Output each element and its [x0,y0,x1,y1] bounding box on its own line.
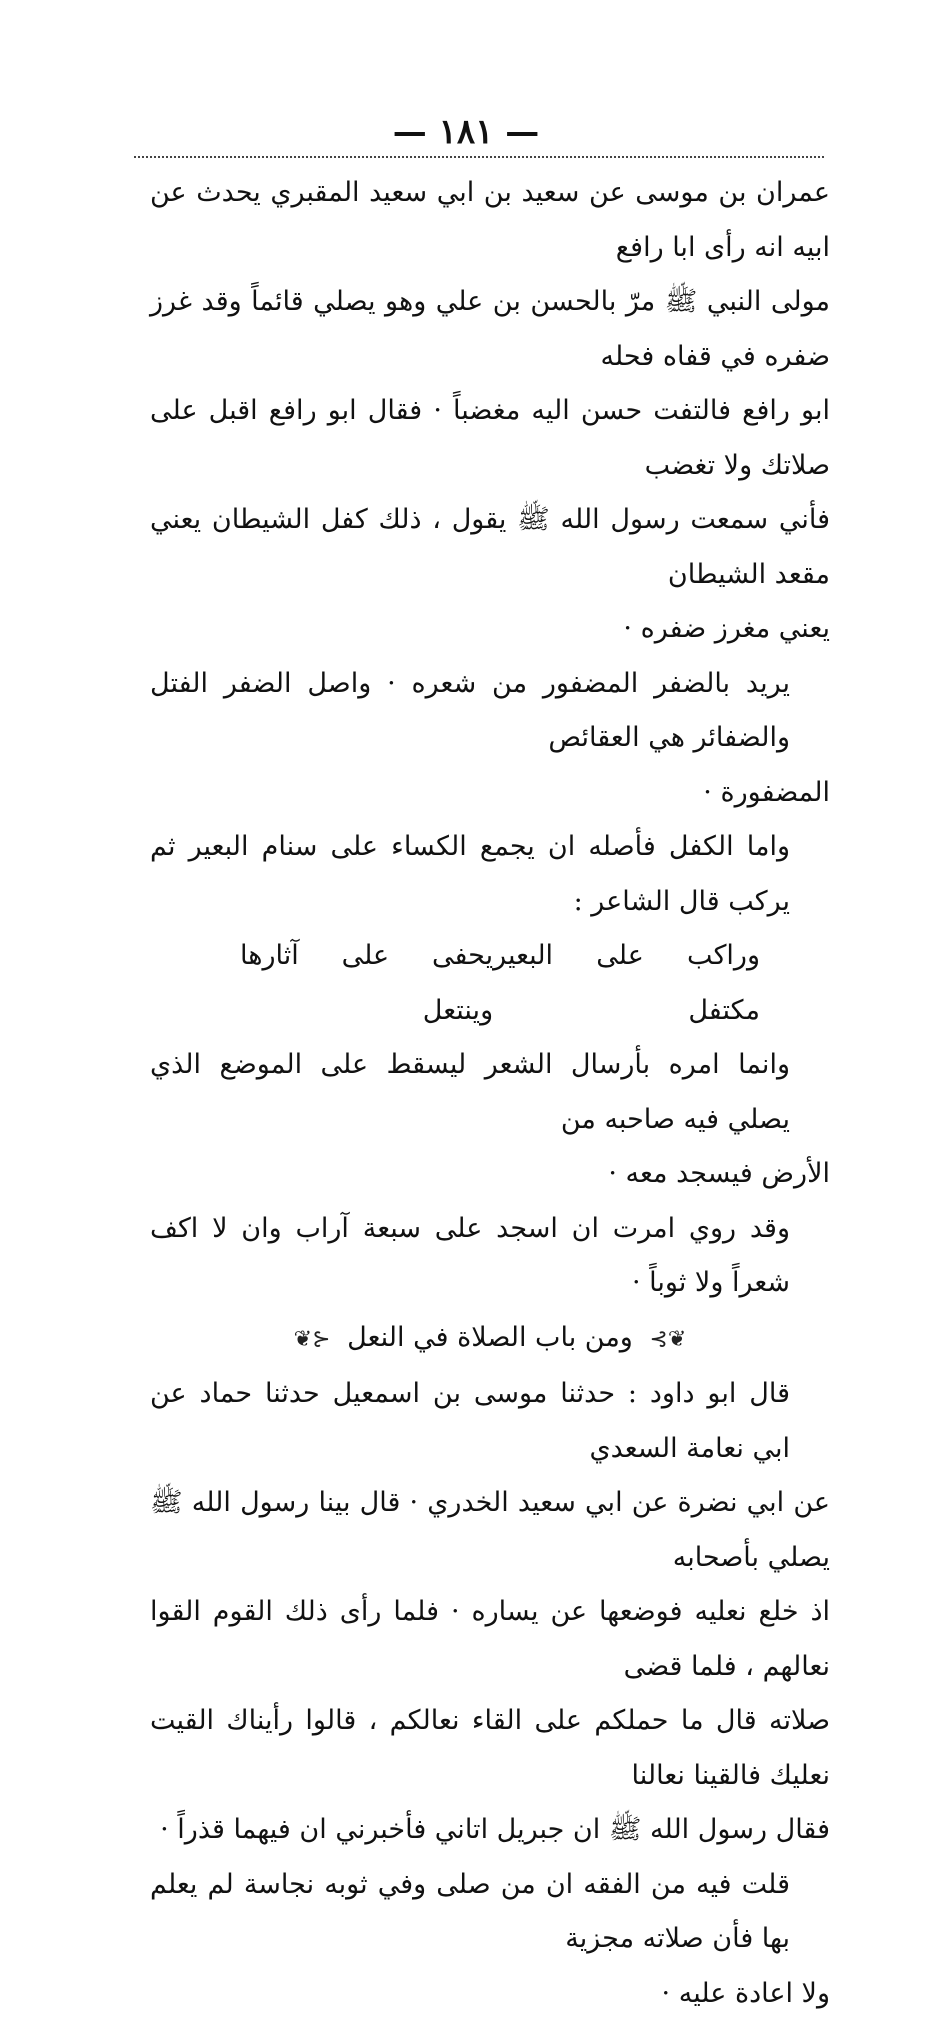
ornament-icon: ⊰❦ [286,1327,339,1352]
text-line: عمران بن موسى عن سعيد بن ابي سعيد المقبري يحدث عن ابيه انه رأى ابا رافع [150,166,830,275]
text-line: فأني سمعت رسول الله ﷺ يقول ، ذلك كفل الشيطان يعني مقعد الشيطان [150,493,830,602]
text-line: فقال رسول الله ﷺ ان جبريل اتاني فأخبرني ان فيهما قذراً · [150,1803,830,1858]
section-heading-text: ومن باب الصلاة في النعل [347,1322,633,1353]
body-text [150,166,830,2021]
text-line: قال ابو داود : حدثنا موسى بن اسمعيل حدثنا حماد عن ابي نعامة السعدي [150,1367,830,1476]
verse-first-hemistich: وراكب على البعير مكتفل [493,929,760,1038]
section-heading [150,1311,830,1368]
page-number: — ١٨١ — [0,112,932,152]
text-line: صلاته قال ما حملكم على القاء نعالكم ، قالوا رأيناك القيت نعليك فالقينا نعالنا [150,1694,830,1803]
poetry-verse [150,929,830,1038]
text-line: يريد بالضفر المضفور من شعره · واصل الضفر الفتل والضفائر هي العقائص [150,657,830,766]
text-line: وانما امره بأرسال الشعر ليسقط على الموضع الذي يصلي فيه صاحبه من [150,1038,830,1147]
text-line: عن ابي نضرة عن ابي سعيد الخدري · قال بينا رسول الله ﷺ يصلي بأصحابه [150,1476,830,1585]
text-line: ابو رافع فالتفت حسن اليه مغضباً · فقال ابو رافع اقبل على صلاتك ولا تغضب [150,384,830,493]
text-line: اذ خلع نعليه فوضعها عن يساره · فلما رأى ذلك القوم القوا نعالهم ، فلما قضى [150,1585,830,1694]
text-line: واما الكفل فأصله ان يجمع الكساء على سنام البعير ثم يركب قال الشاعر : [150,820,830,929]
text-line: المضفورة · [150,766,830,821]
text-line: قلت فيه من الفقه ان من صلى وفي ثوبه نجاسة لم يعلم بها فأن صلاته مجزية [150,1858,830,1967]
verse-second-hemistich: يحفى على آثارها وينتعل [240,929,493,1038]
text-line: الأرض فيسجد معه · [150,1147,830,1202]
text-line: وقد روي امرت ان اسجد على سبعة آراب وان لا اكف شعراً ولا ثوباً · [150,1202,830,1311]
text-line: يعني مغرز ضفره · [150,602,830,657]
text-line: مولى النبي ﷺ مرّ بالحسن بن علي وهو يصلي قائماً وقد غرز ضفره في قفاه فحله [150,275,830,384]
ornament-icon: ❦⊱ [641,1327,694,1352]
text-line: ولا اعادة عليه · [150,1967,830,2021]
header-divider [134,156,824,158]
